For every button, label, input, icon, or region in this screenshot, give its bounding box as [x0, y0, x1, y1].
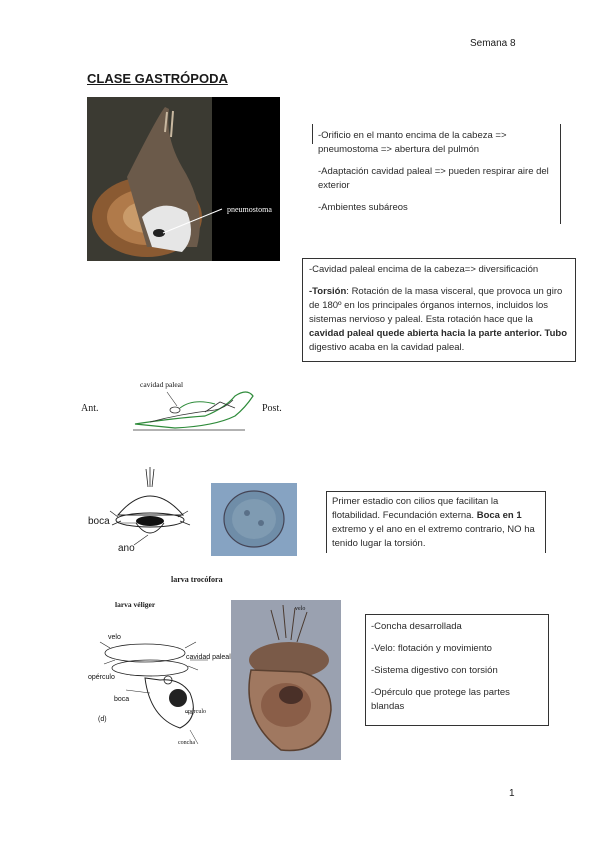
torsion-def-a: : Rotación de la masa visceral, que provoca un giro de 180º en los principales órganos internos, incluidos los sistemas nervioso y paleal. Esta rotación hace que la [309, 286, 563, 325]
week-label: Semana 8 [470, 38, 516, 49]
note-3: -Ambientes subáreos [318, 202, 408, 213]
trochophore-notes [326, 491, 546, 553]
veliger-note-3: -Sistema digestivo con torsión [371, 665, 498, 676]
velo-label: velo [108, 634, 121, 641]
anus-label: ano [118, 543, 135, 554]
torsion-term: -Torsión [309, 286, 347, 297]
note-1b: abertura del pulmón [394, 144, 480, 155]
veliger-note-2: -Velo: flotación y movimiento [371, 643, 492, 654]
torsion-line-1: -Cavidad paleal encima de la cabeza=> diversificación [309, 264, 539, 275]
trochophore-caption: larva trocófora [171, 575, 223, 584]
torsion-box [302, 258, 576, 362]
veliger-mouth-label: boca [114, 696, 130, 703]
veliger-note-4: -Opérculo que protege las partes blandas [371, 687, 510, 712]
note-1a: -Orificio en el manto encima de la cabeza => pneumostoma => [318, 130, 507, 155]
posterior-label: Post. [262, 403, 282, 414]
photo-velo-label: velo [295, 606, 306, 612]
veliger-photo [231, 600, 341, 760]
troco-text-a: Primer estadio con cilios que facilitan la flotabilidad. Fecundación externa. [332, 496, 499, 521]
pneumostoma-notes [312, 124, 561, 224]
anterior-label: Ant. [81, 403, 99, 414]
trochophore-photo [211, 483, 297, 556]
troco-text-b: Boca en 1 [476, 510, 522, 521]
operculum-label: opérculo [88, 674, 115, 681]
veliger-note-1: -Concha desarrollada [371, 621, 462, 632]
torsion-def-b: cavidad paleal quede abierta hacia la parte anterior. Tubo [309, 328, 567, 339]
figure-letter: (d) [98, 716, 107, 723]
veliger-cavity-label: cavidad paleal [186, 654, 231, 661]
troco-text-c: extremo y el ano en el extremo contrario, NO ha tenido lugar la torsión. [332, 524, 535, 549]
veliger-notes [365, 614, 549, 726]
operculum-label-2: opérculo [185, 709, 206, 715]
page-number: 1 [509, 788, 515, 799]
shell-label: concha [178, 740, 195, 746]
note-2: -Adaptación cavidad paleal => pueden respirar aire del exterior [318, 166, 549, 191]
torsion-def-c: digestivo acaba en la cavidad paleal. [309, 342, 465, 353]
mouth-label: boca [88, 516, 110, 527]
pneumostoma-label: pneumostoma [227, 205, 272, 214]
veliger-title: larva véliger [115, 600, 156, 609]
page-title: CLASE GASTRÓPODA [87, 71, 228, 86]
cavity-label: cavidad paleal [140, 380, 184, 389]
snail-photo [87, 97, 280, 261]
trochophore-diagram [88, 465, 200, 560]
torsion-diagram [81, 378, 295, 440]
veliger-diagram [90, 598, 240, 754]
